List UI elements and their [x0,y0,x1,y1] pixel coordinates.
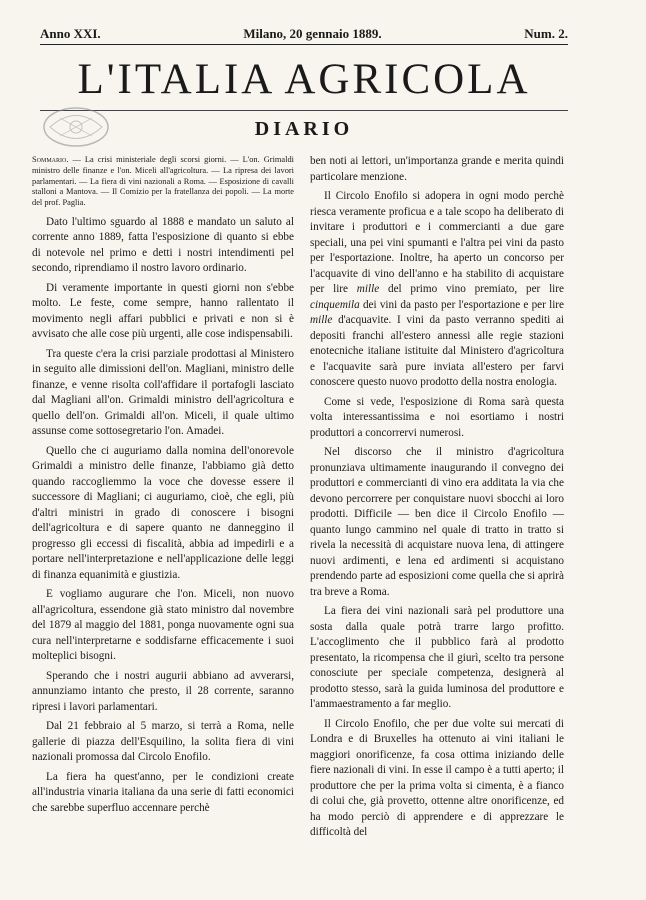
summary [32,155,294,209]
paragraph: Di veramente importante in questi giorni non s'ebbe molto. Le feste, come sempre, hanno rallentato il movimento negli affari pubblici e privati e non si è avvisato che alle cose più urgenti, alle cose indispensabili. [32,281,294,341]
paragraph: Nel discorso che il ministro d'agricoltura pronunziava ultimamente inaugurando il convegno dei produttori e commercianti di vino era additata la via che devono percorrere per conquistare nuovi sbocchi ai loro prodotti. Difficile — ben dice il Circolo Enofilo — quanto lungo cammino nel quale di tratto in tratto si rivela la necessità di acquistare nuova lena, di attingere nuovi ardimenti, e lena ed ardimenti si acquistano prendendo parte ad esposizioni come quella che si aprirà tra breve a Roma. [310,446,564,598]
left-column [32,155,294,820]
paragraph: La fiera ha quest'anno, per le condizioni create all'industria vinaria italiana da una serie di fatti economici che sarebbe superfluo accennare perchè [32,770,294,814]
issue-year: Anno XXI. [40,26,101,41]
prize-mille-2: mille [310,314,333,326]
paragraph: Il Circolo Enofilo, che per due volte sui mercati di Londra e di Bruxelles ha ottenuto ai vini italiani le maggiori onorificenze, fa cosa ottima iniziando delle fiere nazionali di vini. In esse il campo è a tutti aperto; il produttore che per la prima volta si cimenta, è a fianco di colui che, già provetto, ottenne altre onorificenze, ed ha modo perciò di apprendere e di apprezzare le difficoltà del [310,717,564,838]
prize-cinquemila: cinquemila [310,298,360,311]
paragraph: Tra queste c'era la crisi parziale prodottasi al Ministero in seguito alle dimissioni dell'on. Magliani, ministro delle finanze, e venne risolta coll'affidare il portafogli lasciato dal Magliani all'on. Grimaldi ministro dell'agricoltura e quello dell'on. Grimaldi all'on. Miceli, il quale ultimo assunse come sottosegretario l'on. Amadei. [32,347,294,438]
section-title: DIARIO [254,118,354,140]
paragraph-prizes [310,189,564,391]
paragraph: ben noti ai lettori, un'importanza grande e merita quindi particolare menzione. [310,155,564,183]
issue-header [40,26,568,42]
right-column [310,154,564,845]
issue-number: Num. 2. [524,26,568,41]
paragraph: E vogliamo augurare che l'on. Miceli, non nuovo all'agricoltura, essendone già stato ministro dal novembre del 1879 al maggio del 1881, ponga nuovamente ogni sua cura nell'interpretarne e soddisfarne efficacemente i suoi molteplici bisogni. [32,588,294,663]
paragraph-prizes-start: Il Circolo Enofilo si adopera in ogni modo perchè riesca veramente proficua e a tale scopo ha deliberato di invitare i produttori e i commercianti a due gare speciali, una pei vini spumanti e l'altra pei vini da pasto per l'esportazione. Inoltre, ha aperto un concorso per l'acquavite di vino dell'anno e ha stabilito di acquistare per lire [310,190,564,295]
paragraph: Quello che ci auguriamo dalla nomina dell'onorevole Grimaldi a ministro delle finanze, l'abbiamo già detto quando raccogliemmo la voce che dovesse essere il successore di Magliani; ci auguriamo, cioè, che egli, più d'altri ministri in grado di conoscere i bisogni dell'agricoltura e di sapere quanto ne danneggino il progresso gli eccessi di fiscalità, abbia ad impedirli e a portare nell'interpretazione e nell'applicazione delle leggi di finanza equanimità e giustizia. [32,444,294,581]
summary-label: Sommario. [32,155,69,164]
masthead-rule [40,110,568,111]
masthead-title: L'ITALIA AGRICOLA [77,56,531,103]
paragraph: Come si vede, l'esposizione di Roma sarà questa volta interessantissima e noi esortiamo i nostri produttori a concorrervi numerosi. [310,395,564,439]
paragraph: La fiera dei vini nazionali sarà pel produttore una sosta dalla quale potrà trarre largo profitto. L'accoglimento che il pubblico farà al prodotto presentato, la ricompensa che il giurì, scelto tra persone conosciute per speciale competenza, designerà al prodotto stesso, sarà la guida luminosa del produttore e l'ammaestramento a far meglio. [310,605,564,710]
prize-mille-1: mille [356,283,380,295]
issue-dateline: Milano, 20 gennaio 1889. [243,26,382,41]
paragraph: Dal 21 febbraio al 5 marzo, si terrà a Roma, nelle gallerie di piazza dell'Esquilino, la solita fiera di vini nazionali promossa dal Circolo Enofilo. [32,720,294,764]
header-rule [40,44,568,45]
prize-text-b: dei vini da pasto per l'esportazione e per lire [362,298,564,311]
prize-text-end: d'acquavite. I vini da pasto verranno spediti ai depositi franchi all'estero annessi alle regie stazioni enotecniche italiane istituite dal Ministero d'agricoltura e l'acquavite sarà pure inviata all'estero per farvi conoscere questo nuovo prodotto della nostra enologia. [310,314,565,388]
prize-text-a: del primo vino premiato, per lire [387,283,564,295]
summary-text: — La crisi ministeriale degli scorsi giorni. — L'on. Grimaldi ministro delle finanze e l'on. Miceli all'agricoltura. — La ripresa dei lavori parlamentari. — La fiera di vini nazionali a Roma. — Esposizione di cavalli stalloni a Mantova. — Il Comizio per la fratellanza dei popoli. — La morte del prof. Paglia. [32,155,294,208]
paragraph: Sperando che i nostri augurii abbiano ad avverarsi, annunziamo intanto che presto, il 28 corrente, saranno ripresi i lavori parlamentari. [32,669,294,713]
paragraph: Dato l'ultimo sguardo al 1888 e mandato un saluto al corrente anno 1889, fatta l'esposizione di quanto si ebbe di notevole nel primo e detti i nostri intendimenti pel secondo, riprendiamo il nostro lavoro ordinario. [32,215,294,275]
